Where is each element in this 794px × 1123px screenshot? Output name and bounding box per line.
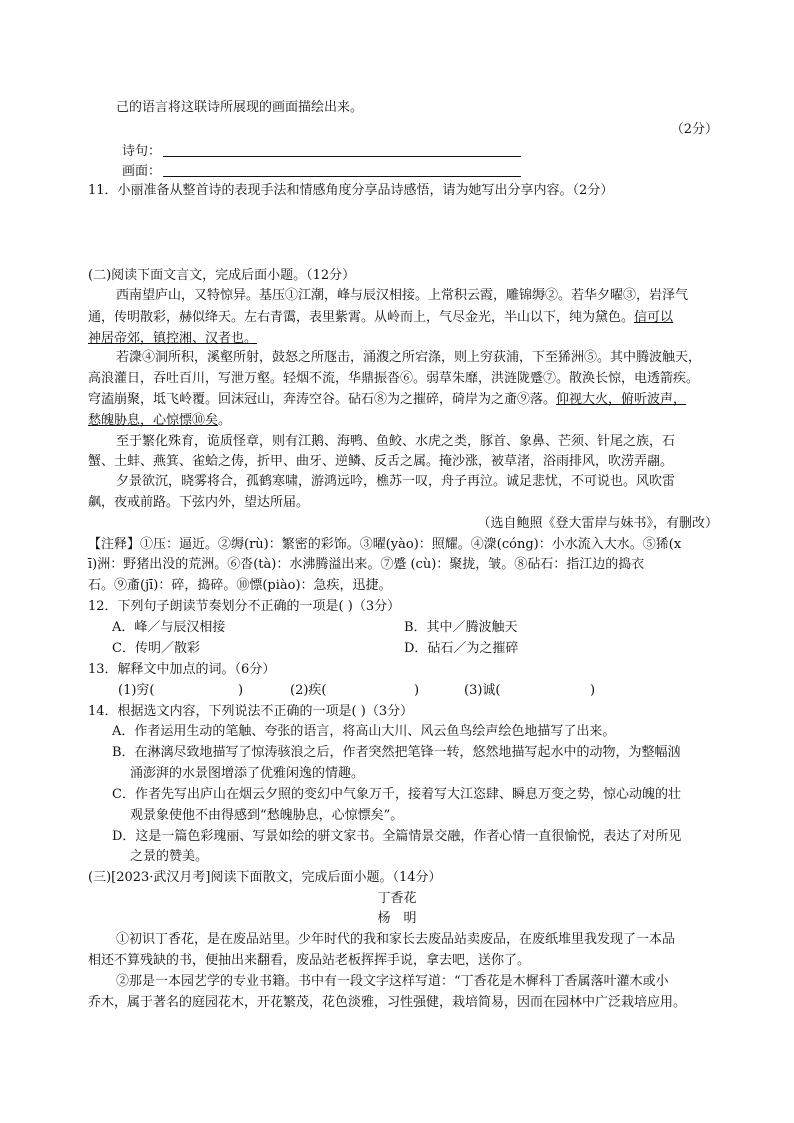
q12-option-d[interactable]: D．砧石／为之摧碎: [404, 641, 519, 656]
wenyan-p1-line1: 西南望庐山，又特惊异。基压①江潮，峰与辰汉相接。上常积云霞，雕锦缛②。若华夕曜③，岩泽气: [116, 288, 689, 303]
q14-option-c-line2: 观景象使他不由得感到“愁魄胁息，心惊慓矣”。: [130, 808, 404, 823]
wenyan-source: （选自鲍照《登大雷岸与妹书》，有删改）: [477, 516, 718, 531]
essay-title: 丁香花: [377, 891, 417, 906]
q13-item-3-close: ): [590, 683, 596, 698]
shiju-answer-line[interactable]: [163, 156, 521, 157]
wenyan-p1-line2-text: 通，传明散彩，赫似绛天。左右青霭，表里紫霄。从岭而上，气尽金光，半山以下，纯为黛色。: [88, 310, 635, 325]
section-2-title: (二)阅读下面文言文，完成后面小题。（12分）: [88, 268, 356, 283]
wenyan-p3-line2: 蟹、土蚌、燕箕、雀蛤之俦，折甲、曲牙、逆鳞、反舌之属。掩沙涨，被草渚，浴雨排风，吹涝弄翮。: [88, 454, 674, 469]
section-3-title: (三)[2023·武汉月考]阅读下面散文，完成后面小题。（14分）: [88, 870, 442, 885]
q10-score: （2分）: [670, 122, 718, 137]
essay-p2-line2: 乔木，属于著名的庭园花木，开花繁茂，花色淡雅，习性强健，栽培简易，因而在园林中广泛栽培应用。: [88, 995, 687, 1010]
underlined-sentence-1a: 信可以: [634, 310, 674, 325]
notes-line1: 【注释】①压：逼近。②缛(rù)：繁密的彩饰。③曜(yào)：照耀。④潨(cóng)：小水流入大水。⑤狶(x: [88, 537, 682, 552]
question-13: 13．解释文中加点的词。（6分）: [88, 662, 276, 677]
wenyan-p1-line2: [88, 308, 728, 328]
wenyan-p2-line4-end: 。: [218, 413, 232, 428]
notes-line2: ī)洲：野猪出没的荒洲。⑥沓(tà)：水沸腾溢出来。⑦蹙 (cù)：聚拢，皱。⑧砧石：指江边的捣衣: [88, 557, 645, 572]
q12-option-a[interactable]: A．峰／与辰汉相接: [112, 620, 226, 635]
q12-option-b[interactable]: B．其中／腾波触天: [404, 620, 518, 635]
question-11: 11．小丽准备从整首诗的表现手法和情感角度分享品诗感悟，请为她写出分享内容。（2分）: [88, 183, 614, 198]
essay-p1-line2: 相还不算残缺的书，便抽出来翻看，废品站老板挥挥手说，拿去吧，送你了。: [88, 953, 531, 968]
wenyan-p4-line2: 飙，夜戒前路。下弦内外，望达所届。: [88, 495, 310, 510]
q13-item-3-open: (3)诚(: [464, 683, 501, 698]
q14-option-d-line2: 之景的赞美。: [130, 849, 209, 864]
wenyan-p3-line1: 至于繁化殊育，诡质怪章，则有江鹅、海鸭、鱼鲛、水虎之类，豚首、象鼻、芒须、针尾之族，石: [116, 434, 676, 449]
q13-item-1-open: (1)穷(: [118, 683, 155, 698]
wenyan-p2-line2: 高浪灌日，吞吐百川，写泄万壑。轻烟不流，华鼎振沓⑥。弱草朱靡，洪涟陇蹙⑦。散涣长惊，电透箭疾。: [88, 371, 700, 386]
q12-option-c[interactable]: C．传明／散彩: [112, 641, 200, 656]
q14-option-c-line1[interactable]: C．作者先写出庐山在烟云夕照的变幻中气象万千，接着写大江恣肆、瞬息万变之势，惊心动魄的壮: [112, 787, 681, 802]
question-12: 12．下列句子朗读节奏划分不正确的一项是( )（3分）: [88, 599, 401, 614]
shiju-label: 诗句：: [122, 144, 162, 159]
underlined-sentence-2a: 仰视大火，俯听波声，: [556, 392, 687, 407]
q13-item-1-close: ): [238, 683, 244, 698]
q13-item-2-close: ): [414, 683, 420, 698]
underlined-sentence-1b: 神居帝郊，镇控湘、汉者也。: [88, 331, 258, 346]
essay-p2-line1: ②那是一本园艺学的专业书籍。书中有一段文字这样写道：“丁香花是木樨科丁香属落叶灌木或小: [116, 974, 669, 989]
huamian-answer-line[interactable]: [163, 176, 521, 177]
wenyan-p4-line1: 夕景欲沉，晓雾将合，孤鹤寒啸，游鸿远吟，樵苏一叹，舟子再泣。诚足悲忧，不可说也。风吹雷: [116, 474, 676, 489]
q13-item-2-open: (2)疾(: [290, 683, 327, 698]
question-14: 14．根据选文内容，下列说法不正确的一项是( )（3分）: [88, 704, 414, 719]
notes-line3: 石。⑨齑(jī)：碎，捣碎。⑩慓(piào)：急疾，迅捷。: [88, 578, 392, 593]
wenyan-p2-line1: 若潨④洞所积，溪壑所射，鼓怒之所豗击，涌澓之所宕涤，则上穷荻浦，下至狶洲⑤。其中腾波触天，: [116, 350, 702, 365]
wenyan-p2-line4: [88, 411, 728, 431]
wenyan-p2-line3-text: 穹溘崩聚，坻飞岭覆。回沫冠山，奔涛空谷。砧石⑧为之摧碎，碕岸为之齑⑨落。: [88, 392, 557, 407]
q14-option-d-line1[interactable]: D．这是一篇色彩瑰丽、写景如绘的骈文家书。全篇情景交融，作者心情一直很愉悦，表达了对所见: [112, 829, 682, 844]
q14-option-b-line1[interactable]: B．在淋漓尽致地描写了惊涛骇浪之后，作者突然把笔锋一转，悠然地描写起水中的动物，为整幅汹: [112, 745, 681, 760]
q10-tail-text: 己的语言将这联诗所展现的画面描绘出来。: [116, 100, 364, 115]
essay-p1-line1: ①初识丁香花，是在废品站里。少年时代的我和家长去废品站卖废品，在废纸堆里我发现了一本品: [116, 932, 676, 947]
wenyan-p2-line3: [88, 390, 728, 410]
q14-option-a[interactable]: A．作者运用生动的笔触、夸张的语言，将高山大川、风云鱼鸟绘声绘色地描写了出来。: [112, 724, 616, 739]
essay-author: 杨 明: [377, 911, 417, 926]
q14-option-b-line2: 涌澎湃的水景图增添了优雅闲逸的情趣。: [130, 766, 365, 781]
huamian-label: 画面：: [122, 164, 162, 179]
underlined-sentence-2b: 愁魄胁息，心惊慓⑩矣: [88, 413, 219, 428]
